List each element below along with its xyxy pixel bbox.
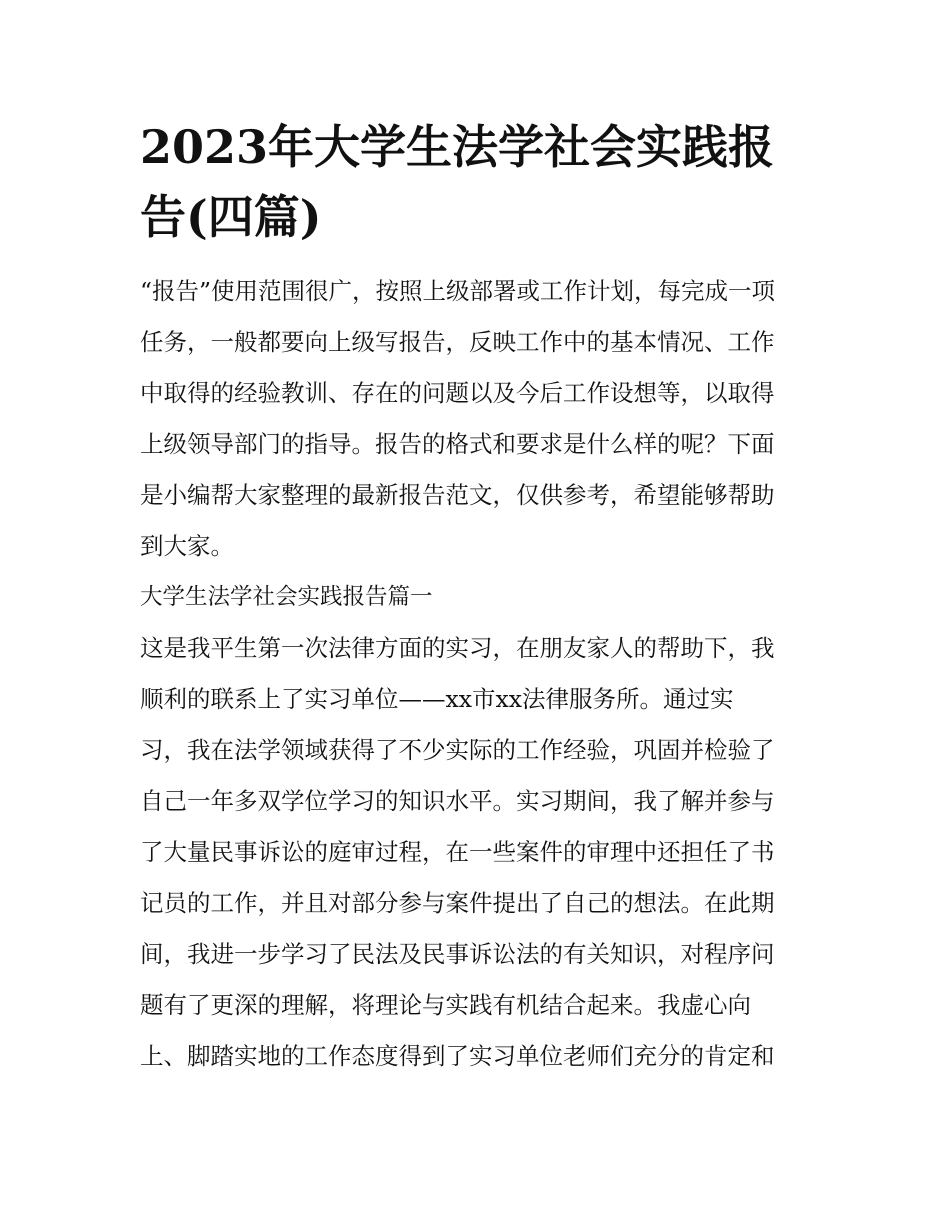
body-line: 这是我平生第一次法律方面的实习，在朋友家人的帮助下，我 — [140, 634, 775, 662]
document-title — [140, 112, 812, 252]
body-paragraph — [140, 623, 812, 1082]
intro-line: 任务，一般都要向上级写报告，反映工作中的基本情况、工作 — [140, 328, 775, 356]
section-heading: 大学生法学社会实践报告篇一 — [140, 584, 433, 610]
title-line: 2023年大学生法学社会实践报 — [140, 120, 775, 174]
body-line: 上、脚踏实地的工作态度得到了实习单位老师们充分的肯定和 — [140, 1042, 775, 1070]
body-line: 记员的工作，并且对部分参与案件提出了自己的想法。在此期 — [140, 889, 775, 917]
body-line: 自己一年多双学位学习的知识水平。实习期间，我了解并参与 — [140, 787, 775, 815]
intro-line: 中取得的经验教训、存在的问题以及今后工作设想等，以取得 — [140, 379, 775, 407]
intro-paragraph — [140, 266, 812, 572]
body-line: 了大量民事诉讼的庭审过程，在一些案件的审理中还担任了书 — [140, 838, 775, 866]
intro-line: 上级领导部门的指导。报告的格式和要求是什么样的呢？下面 — [140, 430, 775, 458]
title-line: 告(四篇) — [140, 190, 322, 244]
intro-line: 到大家。 — [140, 532, 234, 560]
intro-line: “报告”使用范围很广，按照上级部署或工作计划，每完成一项 — [140, 277, 776, 305]
intro-line: 是小编帮大家整理的最新报告范文，仅供参考，希望能够帮助 — [140, 481, 775, 509]
document-content — [140, 112, 812, 1082]
body-line: 间，我进一步学习了民法及民事诉讼法的有关知识，对程序问 — [140, 940, 775, 968]
body-line: 顺利的联系上了实习单位——xx市xx法律服务所。通过实 — [140, 685, 734, 713]
body-line: 题有了更深的理解，将理论与实践有机结合起来。我虚心向 — [140, 991, 751, 1019]
body-line: 习，我在法学领域获得了不少实际的工作经验，巩固并检验了 — [140, 736, 775, 764]
